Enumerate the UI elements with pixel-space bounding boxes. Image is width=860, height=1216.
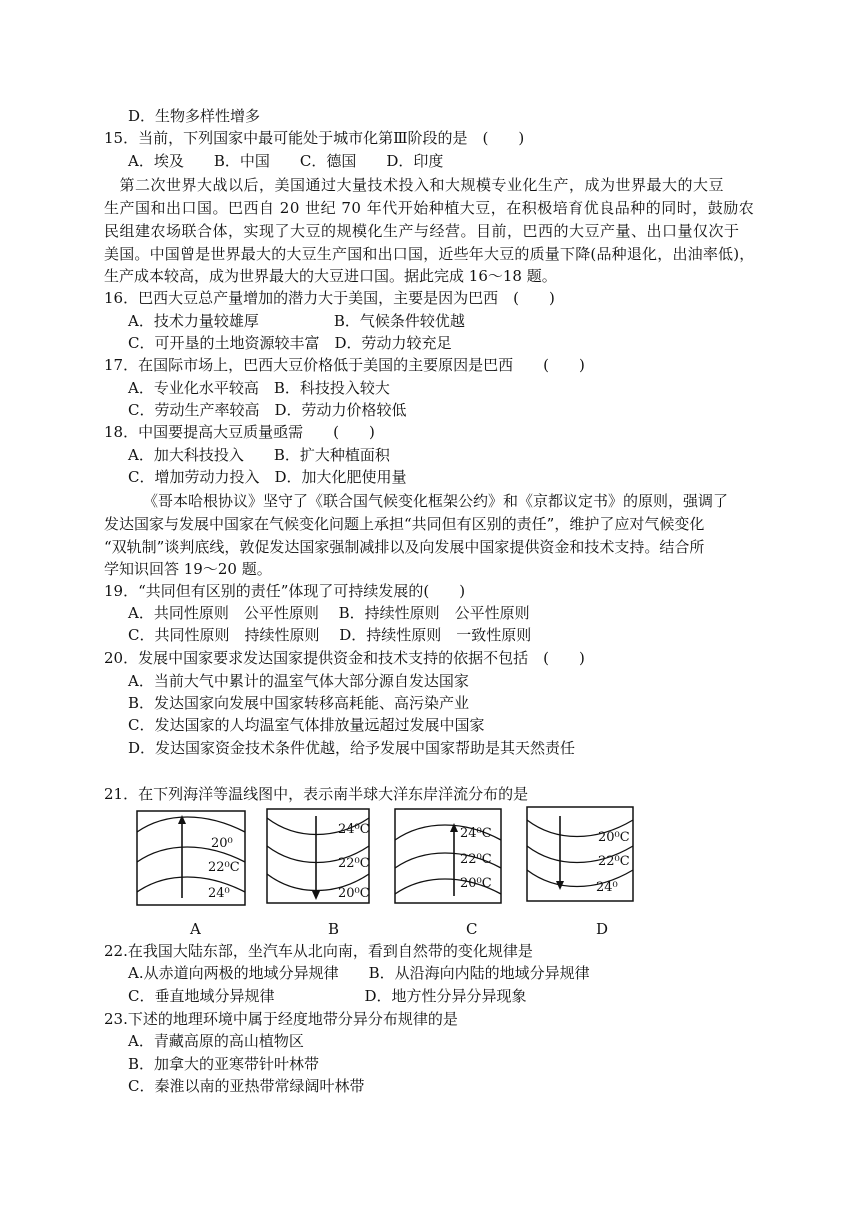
isotherm-label: 24⁰	[208, 886, 230, 901]
question-20: 20．发展中国家要求发达国家提供资金和技术支持的依据不包括 ( )	[104, 649, 585, 667]
passage-soybean-5: 生产成本较高，成为世界最大的大豆进口国。据此完成 16～18 题。	[104, 267, 557, 285]
options-15: A．埃及 B．中国 C．德国 D．印度	[128, 152, 444, 170]
question-22: 22.在我国大陆东部，坐汽车从北向南，看到自然带的变化规律是	[104, 942, 533, 960]
isotherm-label: 22⁰C	[338, 856, 370, 871]
options-18-cd: C．增加劳动力投入 D．加大化肥使用量	[128, 468, 407, 486]
isotherm-label: 22⁰C	[460, 852, 492, 867]
figure-letter-d: D	[596, 920, 609, 938]
passage-soybean-4: 美国。中国曾是世界最大的大豆生产国和出口国，近些年大豆的质量下降(品种退化，出油率低)，	[104, 245, 755, 263]
question-21: 21．在下列海洋等温线图中，表示南半球大洋东岸洋流分布的是	[104, 785, 529, 803]
options-22-cd: C．垂直地域分异规律 D．地方性分异分异现象	[128, 987, 527, 1005]
isotherm-label: 24⁰C	[338, 822, 370, 837]
figure-letter-b: B	[328, 920, 340, 938]
isotherm-figure-a	[136, 810, 246, 906]
passage-copenhagen-2: 发达国家与发展中国家在气候变化问题上承担“共同但有区别的责任”，维护了应对气候变化	[104, 515, 705, 533]
figure-letter-a: A	[190, 920, 201, 938]
isotherm-figure-c	[394, 808, 502, 904]
isotherm-label: 22⁰C	[598, 854, 630, 869]
option-23b: B．加拿大的亚寒带针叶林带	[128, 1055, 320, 1073]
question-23: 23.下述的地理环境中属于经度地带分异分布规律的是	[104, 1010, 458, 1028]
options-17-ab: A．专业化水平较高 B．科技投入较大	[128, 379, 390, 397]
passage-soybean-3: 民组建农场联合体，实现了大豆的规模化生产与经营。目前，巴西的大豆产量、出口量仅次于	[104, 222, 740, 240]
isotherm-label: 20⁰C	[338, 886, 370, 901]
passage-soybean-1: 第二次世界大战以后，美国通过大量技术投入和大规模专业化生产，成为世界最大的大豆	[104, 176, 725, 194]
question-15: 15．当前，下列国家中最可能处于城市化第Ⅲ阶段的是 ( )	[104, 129, 525, 147]
passage-soybean-2: 生产国和出口国。巴西自 20 世纪 70 年代开始种植大豆，在积极培育优良品种的同时，鼓励农	[104, 199, 755, 217]
isotherm-label: 24⁰C	[460, 826, 492, 841]
options-16-cd: C．可开垦的土地资源较丰富 D．劳动力较充足	[128, 334, 452, 352]
options-16-ab: A．技术力量较雄厚 B．气候条件较优越	[128, 312, 465, 330]
option-23a: A．青藏高原的高山植物区	[128, 1032, 304, 1050]
option-14d: D．生物多样性增多	[128, 107, 261, 125]
figure-letter-c: C	[466, 920, 478, 938]
isotherm-label: 20⁰C	[460, 876, 492, 891]
options-17-cd: C．劳动生产率较高 D．劳动力价格较低	[128, 401, 407, 419]
isotherm-label: 20⁰C	[598, 830, 630, 845]
question-19: 19．“共同但有区别的责任”体现了可持续发展的( )	[104, 582, 466, 600]
option-20c: C．发达国家的人均温室气体排放量远超过发展中国家	[128, 716, 485, 734]
options-18-ab: A．加大科技投入 B．扩大种植面积	[128, 446, 390, 464]
isotherm-figure-d	[526, 806, 634, 902]
passage-copenhagen-4: 学知识回答 19～20 题。	[104, 560, 272, 578]
question-18: 18．中国要提高大豆质量亟需 ( )	[104, 423, 375, 441]
isotherm-figure-b	[266, 808, 370, 904]
question-17: 17．在国际市场上，巴西大豆价格低于美国的主要原因是巴西 ( )	[104, 356, 585, 374]
option-20a: A．当前大气中累计的温室气体大部分源自发达国家	[128, 672, 469, 690]
option-23c: C．秦淮以南的亚热带常绿阔叶林带	[128, 1077, 365, 1095]
isotherm-label: 22⁰C	[208, 860, 240, 875]
option-20b: B．发达国家向发展中国家转移高耗能、高污染产业	[128, 694, 470, 712]
options-22-ab: A.从赤道向两极的地域分异规律 B．从沿海向内陆的地域分异规律	[128, 964, 590, 982]
options-19-cd: C．共同性原则 持续性原则 D．持续性原则 一致性原则	[128, 626, 532, 644]
isotherm-label: 24⁰	[596, 880, 618, 895]
options-19-ab: A．共同性原则 公平性原则 B．持续性原则 公平性原则	[128, 604, 530, 622]
passage-copenhagen-3: “双轨制”谈判底线，敦促发达国家强制减排以及向发展中国家提供资金和技术支持。结合所	[104, 538, 705, 556]
option-20d: D．发达国家资金技术条件优越，给予发展中国家帮助是其天然责任	[128, 739, 576, 757]
question-16: 16．巴西大豆总产量增加的潜力大于美国，主要是因为巴西 ( )	[104, 289, 555, 307]
isotherm-label: 20⁰	[211, 836, 233, 851]
passage-copenhagen-1: 《哥本哈根协议》坚守了《联合国气候变化框架公约》和《京都议定书》的原则，强调了	[143, 492, 729, 510]
